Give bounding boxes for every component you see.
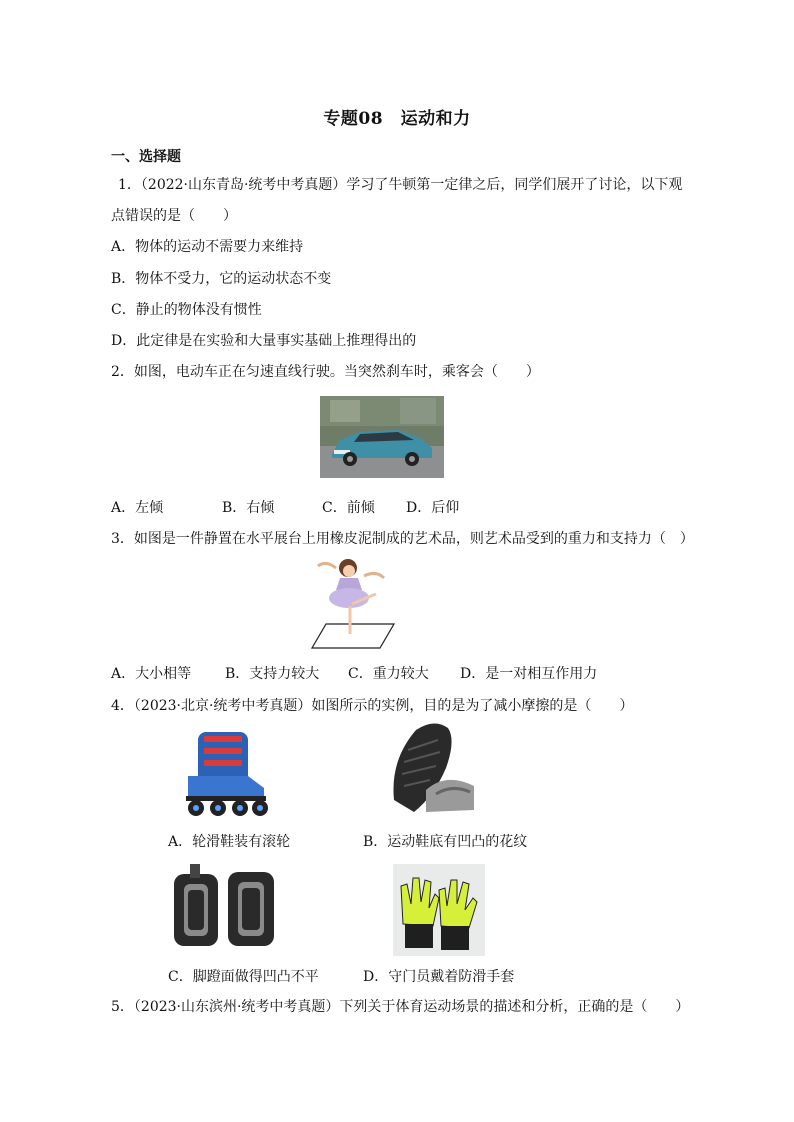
- roller-skate-image: [178, 726, 276, 818]
- section-heading: 一、选择题: [111, 149, 181, 165]
- q1-option-a: A．物体的运动不需要力来维持: [111, 239, 304, 255]
- q2-option-c: C．前倾: [322, 500, 375, 516]
- q4-option-b: B．运动鞋底有凹凸的花纹: [363, 834, 528, 850]
- q3-option-b: B．支持力较大: [225, 666, 320, 682]
- q2-option-a: A．左倾: [111, 500, 164, 516]
- q2-option-d: D．后仰: [406, 500, 460, 516]
- q2-stem: 2．如图，电动车正在匀速直线行驶。当突然刹车时，乘客会（ ）: [111, 364, 540, 380]
- q1-stem-line2: 点错误的是（ ）: [111, 208, 237, 224]
- q4-option-c: C．脚蹬面做得凹凸不平: [168, 969, 319, 985]
- q1-option-b: B．物体不受力，它的运动状态不变: [111, 271, 332, 287]
- q1-option-c: C．静止的物体没有惯性: [111, 302, 262, 318]
- q3-option-c: C．重力较大: [348, 666, 429, 682]
- q1-stem-line1: 1．（2022·山东青岛·统考中考真题）学习了牛顿第一定律之后，同学们展开了讨论，以下观: [118, 177, 683, 193]
- sneaker-sole-image: [386, 720, 478, 820]
- bike-pedals-image: [170, 864, 278, 956]
- q4-option-d: D．守门员戴着防滑手套: [363, 969, 515, 985]
- q4-option-a: A．轮滑鞋装有滚轮: [168, 834, 291, 850]
- q3-option-a: A．大小相等: [111, 666, 192, 682]
- q3-option-d: D．是一对相互作用力: [460, 666, 598, 682]
- page-title: 专题08 运动和力: [323, 109, 471, 129]
- goalkeeper-gloves-image: [393, 864, 485, 956]
- q1-option-d: D．此定律是在实验和大量事实基础上推理得出的: [111, 333, 417, 349]
- q3-stem: 3．如图是一件静置在水平展台上用橡皮泥制成的艺术品，则艺术品受到的重力和支持力（ ）: [111, 531, 694, 547]
- q2-option-b: B．右倾: [222, 500, 275, 516]
- car-photo: [320, 396, 444, 478]
- q5-stem: 5．（2023·山东滨州·统考中考真题）下列关于体育运动场景的描述和分析，正确的是（ ）: [111, 999, 690, 1015]
- ballerina-figure: [306, 556, 396, 652]
- q4-stem: 4．（2023·北京·统考中考真题）如图所示的实例，目的是为了减小摩擦的是（ ）: [111, 698, 634, 714]
